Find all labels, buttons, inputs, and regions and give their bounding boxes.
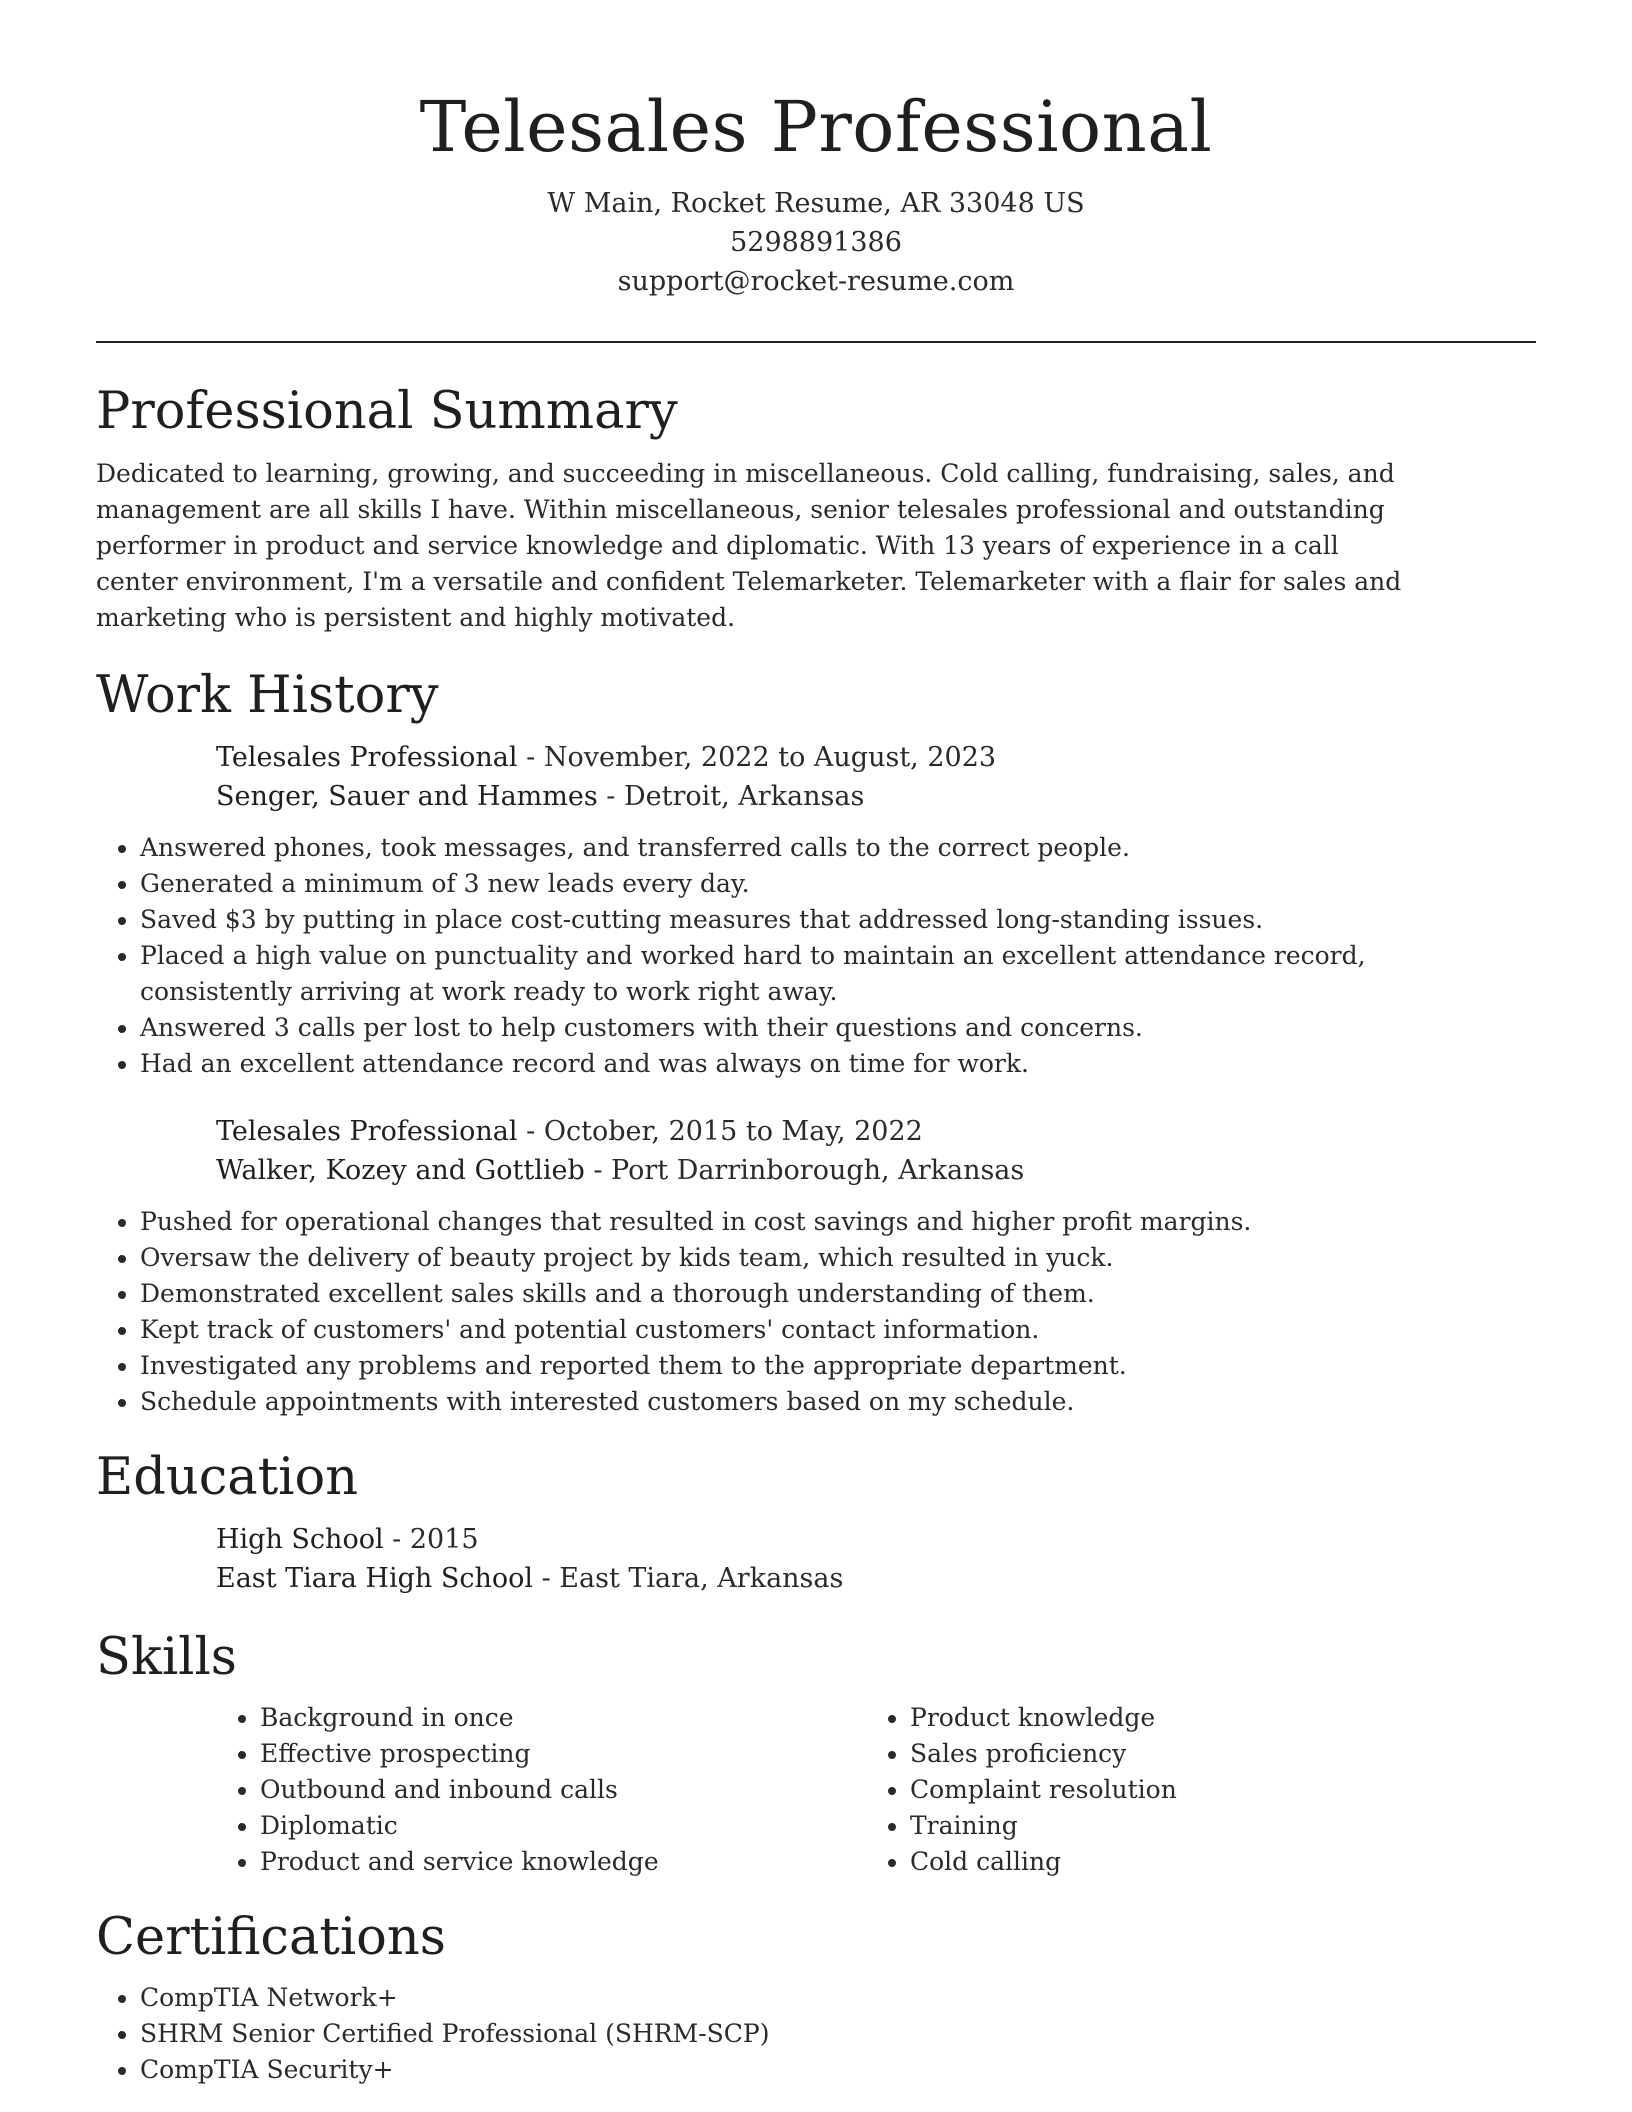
skill-item: • Diplomatic bbox=[260, 1808, 866, 1844]
education-school-line bbox=[216, 1559, 1536, 1598]
certifications-heading: Certifications bbox=[96, 1908, 446, 1967]
job-location: - Port Darrinborough, Arkansas bbox=[584, 1155, 1025, 1186]
header-divider bbox=[96, 341, 1536, 343]
skill-item: • Training bbox=[910, 1808, 1516, 1844]
job-company-line bbox=[216, 777, 1536, 816]
skills-list-right bbox=[866, 1700, 1516, 1880]
job-bullets bbox=[96, 1204, 1430, 1420]
job-entry bbox=[216, 1112, 1536, 1190]
summary-text: Dedicated to learning, growing, and succeeding in miscellaneous. Cold calling, fundraising, sales, and management are all skills I have. Within miscellaneous, senior telesales professional and outstanding performer in product and service knowledge and diplomatic. With 13 years of experience in a call center environment, I'm a versatile and confident Telemarketer. Telemarketer with a flair for sales and marketing who is persistent and highly motivated. bbox=[96, 459, 1402, 632]
education-school: East Tiara High School bbox=[216, 1563, 534, 1594]
job-bullet: • Kept track of customers' and potential customers' contact information. bbox=[140, 1312, 1430, 1348]
skill-item: • Sales proficiency bbox=[910, 1736, 1516, 1772]
job-bullet: • Demonstrated excellent sales skills and a thorough understanding of them. bbox=[140, 1276, 1430, 1312]
skill-item: • Complaint resolution bbox=[910, 1772, 1516, 1808]
skill-item: • Cold calling bbox=[910, 1844, 1516, 1880]
skill-item: • Product knowledge bbox=[910, 1700, 1516, 1736]
job-bullet: • Generated a minimum of 3 new leads every day. bbox=[140, 866, 1430, 902]
skill-item: • Effective prospecting bbox=[260, 1736, 866, 1772]
job-bullet: • Placed a high value on punctuality and worked hard to maintain an excellent attendance record, consistently arriving at work ready to work right away. bbox=[140, 938, 1430, 1010]
job-entry bbox=[216, 738, 1536, 816]
job-role: Telesales Professional bbox=[216, 1116, 518, 1147]
education-heading: Education bbox=[96, 1448, 359, 1507]
job-company: Senger, Sauer and Hammes bbox=[216, 781, 598, 812]
contact-block bbox=[96, 184, 1536, 301]
job-bullet: • Oversaw the delivery of beauty project by kids team, which resulted in yuck. bbox=[140, 1240, 1430, 1276]
education-year: - 2015 bbox=[383, 1524, 479, 1555]
contact-phone: 5298891386 bbox=[730, 227, 902, 258]
contact-address: W Main, Rocket Resume, AR 33048 US bbox=[547, 188, 1085, 219]
resume-page bbox=[96, 0, 1536, 2088]
job-bullet: • Had an excellent attendance record and was always on time for work. bbox=[140, 1046, 1430, 1082]
work-history-heading: Work History bbox=[96, 666, 439, 725]
skill-item: • Product and service knowledge bbox=[260, 1844, 866, 1880]
job-bullet: • Investigated any problems and reported them to the appropriate department. bbox=[140, 1348, 1430, 1384]
job-role: Telesales Professional bbox=[216, 742, 518, 773]
job-dates: - October, 2015 to May, 2022 bbox=[517, 1116, 923, 1147]
skill-item: • Background in once bbox=[260, 1700, 866, 1736]
job-bullet: • Saved $3 by putting in place cost-cutting measures that addressed long-standing issues. bbox=[140, 902, 1430, 938]
summary-heading: Professional Summary bbox=[96, 382, 678, 441]
skills-heading: Skills bbox=[96, 1628, 237, 1687]
skills-columns bbox=[216, 1700, 1536, 1880]
resume-header bbox=[96, 0, 1536, 301]
certifications-list bbox=[96, 1980, 1430, 2088]
job-bullet: • Pushed for operational changes that resulted in cost savings and higher profit margins. bbox=[140, 1204, 1430, 1240]
job-company: Walker, Kozey and Gottlieb bbox=[216, 1155, 585, 1186]
candidate-name: Telesales Professional bbox=[419, 86, 1213, 168]
job-title-line bbox=[216, 738, 1536, 777]
job-company-line bbox=[216, 1151, 1536, 1190]
job-bullets bbox=[96, 830, 1430, 1082]
job-bullet: • Answered 3 calls per lost to help customers with their questions and concerns. bbox=[140, 1010, 1430, 1046]
certification-item: • CompTIA Security+ bbox=[140, 2052, 1430, 2088]
education-entry bbox=[216, 1520, 1536, 1598]
job-bullet: • Schedule appointments with interested customers based on my schedule. bbox=[140, 1384, 1430, 1420]
education-location: - East Tiara, Arkansas bbox=[533, 1563, 844, 1594]
job-title-line bbox=[216, 1112, 1536, 1151]
certification-item: • CompTIA Network+ bbox=[140, 1980, 1430, 2016]
job-location: - Detroit, Arkansas bbox=[597, 781, 865, 812]
job-dates: - November, 2022 to August, 2023 bbox=[517, 742, 997, 773]
contact-email: support@rocket-resume.com bbox=[617, 266, 1015, 297]
certification-item: • SHRM Senior Certified Professional (SHRM-SCP) bbox=[140, 2016, 1430, 2052]
job-bullet: • Answered phones, took messages, and transferred calls to the correct people. bbox=[140, 830, 1430, 866]
education-degree-line bbox=[216, 1520, 1536, 1559]
skills-list-left bbox=[216, 1700, 866, 1880]
education-degree: High School bbox=[216, 1524, 384, 1555]
skill-item: • Outbound and inbound calls bbox=[260, 1772, 866, 1808]
